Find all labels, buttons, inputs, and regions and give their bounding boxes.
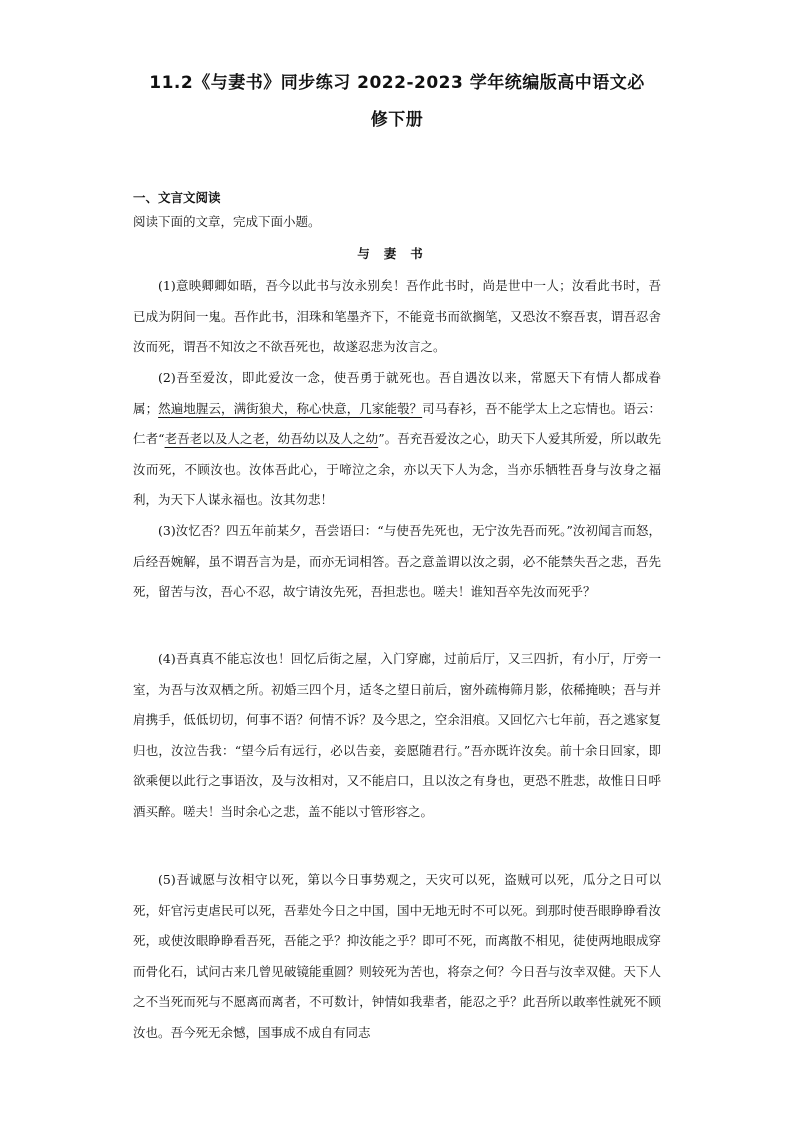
- section-heading: 一、文言文阅读: [133, 190, 221, 205]
- paragraph-1: (1)意映卿卿如晤，吾今以此书与汝永别矣！吾作此书时，尚是世中一人；汝看此书时，吾已成为阴间一鬼。吾作此书，泪珠和笔墨齐下，不能竟书而欲搁笔，又恐汝不察吾衷，谓吾忍舍汝而死，谓吾不知汝之不欲吾死也，故遂忍悲为汝言之。: [133, 278, 661, 354]
- paragraph-2-text-a: (2)吾至爱汝，即此爱汝一念，使吾勇于就死也。吾自遇汝以来，常愿天下有情人都成眷属；: [133, 370, 661, 416]
- document-title-line-1: 11.2《与妻书》同步练习 2022-2023 学年统编版高中语文必: [149, 73, 645, 93]
- underlined-sentence-2: 老吾老以及人之老，幼吾幼以及人之幼: [164, 431, 379, 446]
- passage-title: 与妻书: [357, 246, 437, 261]
- paragraph-4: (4)吾真真不能忘汝也！回忆后街之屋，入门穿廊，过前后厅，又三四折，有小厅，厅旁一室，为吾与汝双栖之所。初婚三四个月，适冬之望日前后，窗外疏梅筛月影，依稀掩映；吾与并肩携手，低低切切，何事不语？何情不诉？及今思之，空余泪痕。又回忆六七年前，吾之逃家复归也，汝泣告我：“望今后有远行，必以告妾，妾愿随君行。”吾亦既许汝矣。前十余日回家，即欲乘便以此行之事语汝，及与汝相对，又不能启口，且以汝之有身也，更恐不胜悲，故惟日日呼酒买醉。嗟夫！当时余心之悲，盖不能以寸管形容之。: [133, 651, 661, 819]
- underlined-sentence-1: 然遍地腥云，满街狼犬，称心快意，几家能彀？: [158, 400, 423, 416]
- paragraph-2: [133, 363, 661, 516]
- paragraph-3: (3)汝忆否？四五年前某夕，吾尝语曰：“与使吾先死也，无宁汝先吾而死。”汝初闻言而怒，后经吾婉解，虽不谓吾言为是，而亦无词相答。吾之意盖谓以汝之弱，必不能禁失吾之悲，吾先死，留苦与汝，吾心不忍，故宁请汝先死，吾担悲也。嗟夫！谁知吾卒先汝而死乎？: [133, 523, 661, 599]
- document-title-line-2: 修下册: [370, 110, 424, 130]
- reading-instruction: 阅读下面的文章，完成下面小题。: [133, 214, 321, 229]
- paragraph-2-text-c: ”。吾充吾爱汝之心，助天下人爱其所爱，所以敢先汝而死，不顾汝也。汝体吾此心，于啼泣之余，亦以天下人为念，当亦乐牺牲吾身与汝身之福利，为天下人谋永福也。汝其勿悲！: [133, 431, 661, 507]
- paragraph-5: (5)吾诚愿与汝相守以死，第以今日事势观之，天灾可以死，盗贼可以死，瓜分之日可以死，奸官污吏虐民可以死，吾辈处今日之中国，国中无地无时不可以死。到那时使吾眼睁睁看汝死，或使汝眼睁睁看吾死，吾能之乎？抑汝能之乎？即可不死，而离散不相见，徒使两地眼成穿而骨化石，试问古来几曾见破镜能重圆？则较死为苦也，将奈之何？今日吾与汝幸双健。天下人之不当死而死与不愿离而离者，不可数计，钟情如我辈者，能忍之乎？此吾所以敢率性就死不顾汝也。吾今死无余憾，国事成不成自有同志: [133, 872, 661, 1040]
- paragraph-2-text-b: 司马春衫，吾不能学太上之忘情也。语云：仁者“: [133, 400, 661, 446]
